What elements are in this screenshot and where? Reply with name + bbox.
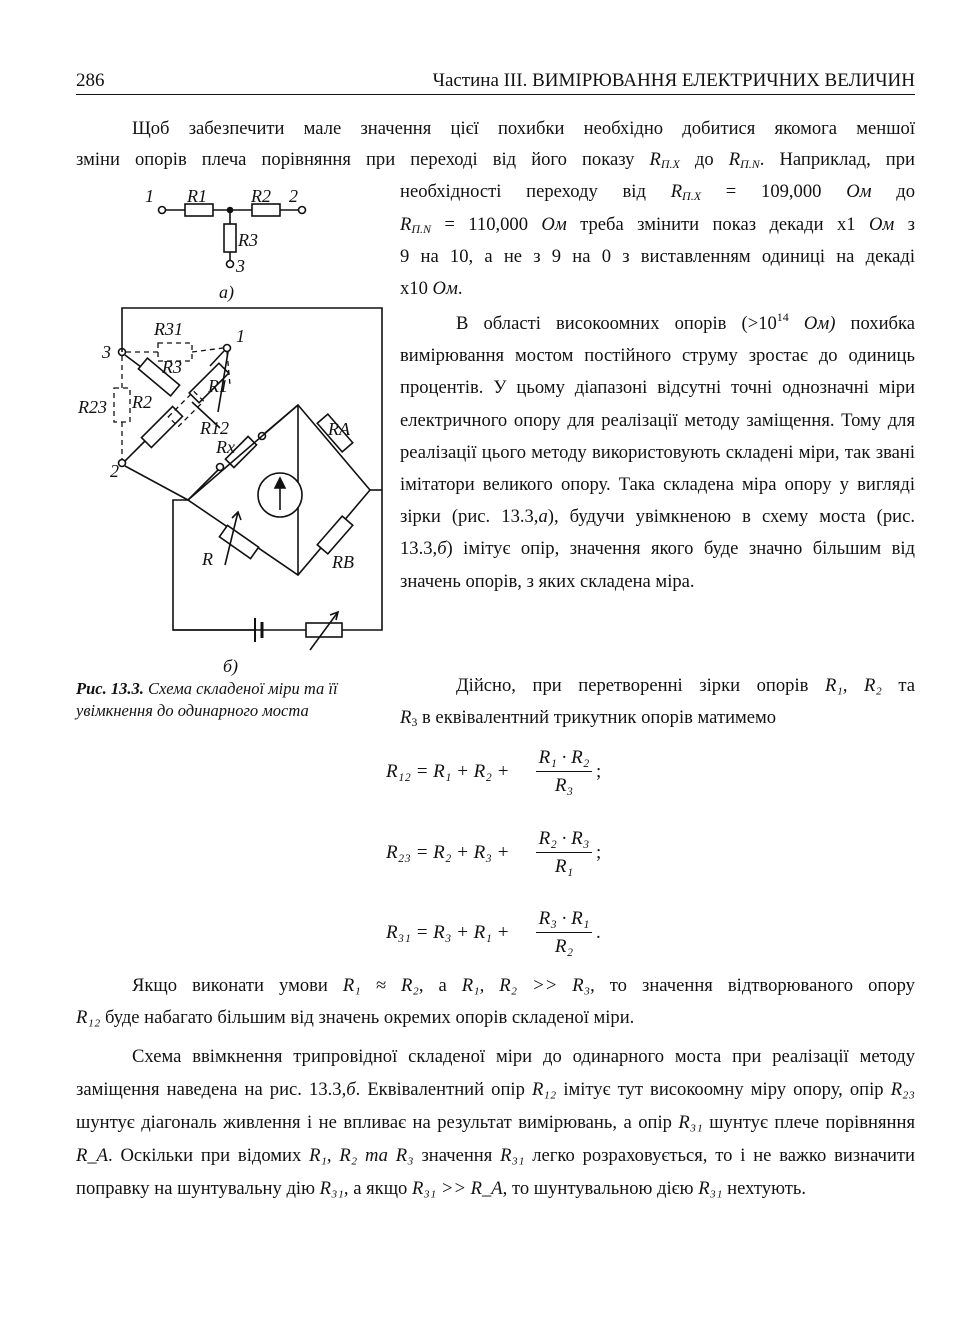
- resistor-rb: [317, 516, 352, 554]
- label-b-r12: R12: [200, 418, 229, 438]
- label-b-r2: R2: [132, 392, 152, 412]
- caption-b: б): [223, 656, 239, 676]
- paragraph-2: В області високоомних опорів ($>10^{14}$ Ом) похибка вимірювання мостом постійного струму зростає до одиниць процентів. У цьому діапазоні відсутні точні однозначні міри електричного опору для реалізації методу заміщення. Тому для реалізації цього методу використовують складені міри, так звані імітатори великого опору. Така складена міра опору у вигляді зірки (рис. 13.3,а), будучи увімкненою в схему моста (рис. 13.3,б) імітує опір, значення якого буде значно більшим від значень опорів, з яких складена міра.: [400, 310, 915, 592]
- formula-fraction: [536, 906, 592, 959]
- caption-a: а): [219, 282, 234, 302]
- paragraph-1-line-5: 9 на 10, а не з 9 на 0 з виставленням одиниці на декаді: [400, 246, 915, 267]
- formula-r31: [386, 906, 706, 966]
- label-b-rb: RB: [332, 552, 354, 572]
- formula-end: .: [596, 922, 601, 943]
- label-b-n3: 3: [102, 342, 111, 362]
- formula-r23: [386, 826, 706, 886]
- label-b-ra: RA: [328, 419, 350, 439]
- figure-caption-text: Схема складеної міри та її увімкнення до одинарного моста: [76, 679, 338, 720]
- label-b-n1: 1: [236, 326, 245, 346]
- terminal-2-a: [299, 207, 306, 214]
- figure-13-3: [70, 180, 395, 680]
- terminal-1-a: [159, 207, 166, 214]
- label-b-r1: R1: [208, 376, 228, 396]
- label-a-n1: 1: [145, 186, 154, 206]
- page-number: 286: [76, 70, 105, 91]
- paragraph-4-line-1: Якщо виконати умови R₁ ≈ R₂, а R₁, R₂ >> R₃, то значення відтворюваного опору: [132, 975, 915, 996]
- resistor-r3-a: [224, 224, 236, 252]
- paragraph-3-line-1: Дійсно, при перетворенні зірки опорів R₁, R₂ та: [456, 675, 915, 696]
- paragraph-4-line-2: R₁₂ буде набагато більшим від значень окремих опорів складеної міри.: [76, 1007, 635, 1028]
- formula-fraction: [536, 826, 592, 879]
- paragraph-1-line-2: зміни опорів плеча порівняння при переході від його показу $R_{П.X}$ до $R_{П.N}$. Наприклад, при: [76, 149, 915, 171]
- formula-fraction: [536, 745, 592, 798]
- label-a-r2: R2: [251, 186, 271, 206]
- running-head: Частина ІІІ. ВИМІРЮВАННЯ ЕЛЕКТРИЧНИХ ВЕЛИЧИН: [432, 70, 915, 91]
- formula-end: ;: [596, 761, 602, 782]
- figure-caption-label: Рис. 13.3.: [76, 679, 144, 698]
- resistor-r23-dashed: [114, 388, 130, 422]
- formula-r12: [386, 745, 706, 805]
- terminal-2-b: [119, 460, 126, 467]
- terminal-1-b: [224, 345, 231, 352]
- figure-caption: [76, 678, 396, 722]
- label-a-n3: 3: [236, 256, 245, 276]
- label-a-r3: R3: [238, 230, 258, 250]
- terminal-3-a: [227, 261, 234, 268]
- paragraph-1-line-4: $R_{П.N} = 110,000$ Ом треба змінити показ декади x1 Ом з: [400, 214, 915, 236]
- label-b-n2: 2: [110, 461, 119, 481]
- formula-denominator: R₁: [554, 856, 574, 877]
- label-a-r1: R1: [187, 186, 207, 206]
- paragraph-1-line-3: необхідності переходу від $R_{П.X} = 109,000$ Ом до: [400, 181, 915, 203]
- formula-lhs: R₁₂ = R₁ + R₂ +: [386, 761, 510, 782]
- resistor-r-variable: [219, 525, 258, 558]
- label-a-n2: 2: [289, 186, 298, 206]
- paragraph-1-line-1: Щоб забезпечити мале значення цієї похибки необхідно добитися якомога меншої: [132, 118, 915, 139]
- paragraph-5: Схема ввімкнення трипровідної складеної міри до одинарного моста при реалізації методу заміщення наведена на рис. 13.3,б. Еквівалентний опір R₁₂ імітує тут високоомну міру опору, опір R₂₃ шунтує діагональ живлення і не впливає на результат вимірювань, а опір R₃₁ шунтує плече порівняння R_A. Оскільки при відомих R₁, R₂ та R₃ значення R₃₁ легко розраховується, то і не важко визначити поправку на шунтувальну дію R₃₁, а якщо R₃₁ >> R_A, то шунтувальною дією R₃₁ нехтують.: [76, 1046, 915, 1199]
- terminal-rx-lower: [217, 464, 224, 471]
- paragraph-3-line-2: $R_3$ в еквівалентний трикутник опорів матимемо: [400, 707, 777, 729]
- formula-lhs: R₃₁ = R₃ + R₁ +: [386, 922, 510, 943]
- label-b-r23: R23: [78, 397, 107, 417]
- label-b-r: R: [202, 549, 213, 569]
- formula-end: ;: [596, 842, 602, 863]
- label-b-r31: R31: [154, 319, 183, 339]
- formula-denominator: R₃: [554, 775, 574, 796]
- formula-lhs: R₂₃ = R₂ + R₃ +: [386, 842, 510, 863]
- diagram-b-bridge: [119, 308, 383, 650]
- paragraph-1-line-6: x10 Ом.: [400, 278, 463, 299]
- label-b-r3: R3: [162, 357, 182, 377]
- formula-denominator: R₂: [554, 936, 574, 957]
- formula-numerator: R₂ · R₃: [536, 826, 592, 853]
- formula-numerator: R₁ · R₂: [536, 745, 592, 772]
- label-b-rx: Rx: [216, 437, 235, 457]
- diagram-a-star: [159, 204, 306, 268]
- page-header: [76, 64, 915, 95]
- formula-numerator: R₃ · R₁: [536, 906, 592, 933]
- resistor-r2-b: [141, 406, 182, 447]
